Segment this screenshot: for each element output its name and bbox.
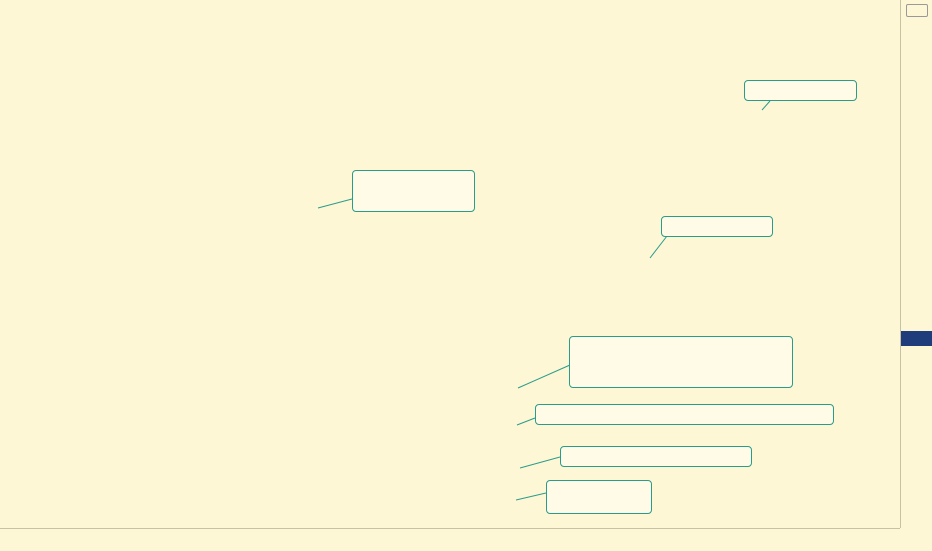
time-axis[interactable] (0, 528, 900, 551)
leader-dark-age (650, 236, 667, 258)
callout-lebanon[interactable] (569, 336, 793, 388)
last-price-badge (901, 331, 932, 346)
callout-terrorists[interactable] (744, 80, 857, 101)
leader-italy (520, 457, 560, 468)
currency-label[interactable] (906, 4, 928, 17)
leader-greece (516, 493, 546, 500)
callout-china-avg[interactable] (535, 404, 834, 425)
callout-greece[interactable] (546, 480, 652, 514)
leader-china-sez (318, 199, 352, 208)
callout-italy[interactable] (560, 446, 752, 467)
leader-china-avg (517, 418, 535, 425)
callout-dark-age[interactable] (661, 216, 773, 237)
leader-terrorists (762, 101, 770, 110)
price-axis[interactable] (900, 0, 932, 528)
callout-china-sez[interactable] (352, 170, 475, 212)
leader-lebanon (518, 365, 570, 388)
